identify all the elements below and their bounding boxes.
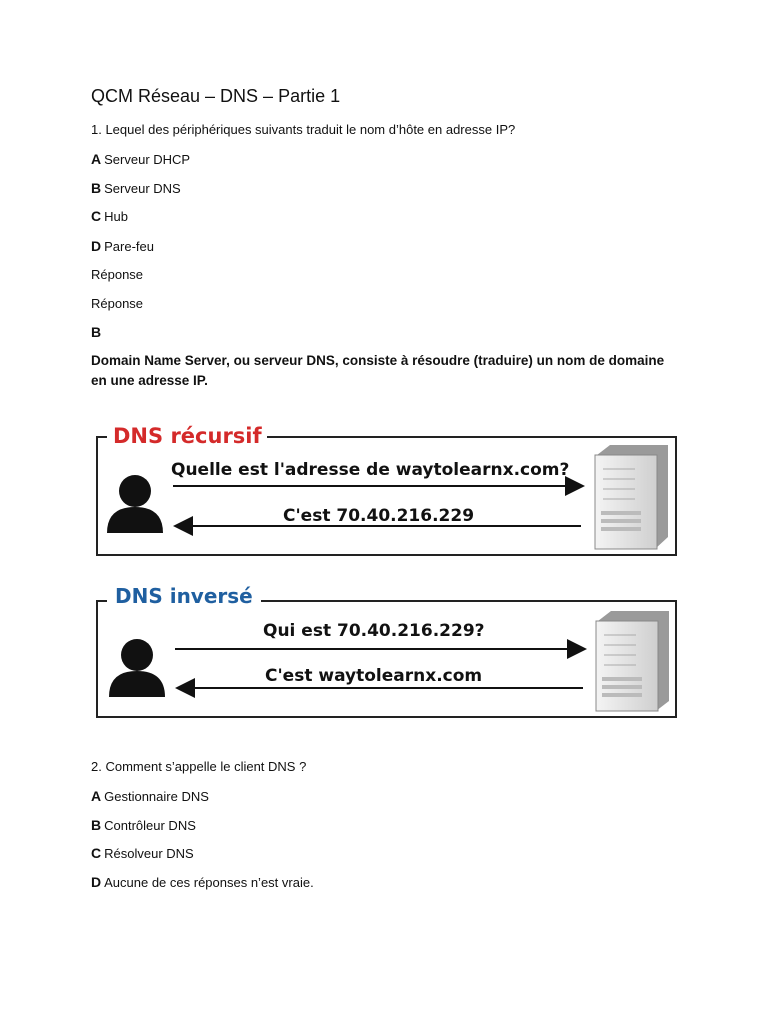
server-icon <box>596 611 669 711</box>
q1-option-d <box>91 238 154 254</box>
query-text: Quelle est l'adresse de waytolearnx.com? <box>171 460 570 480</box>
option-text: Serveur DHCP <box>104 152 191 167</box>
dns-recursive-diagram <box>95 415 679 560</box>
q2-option-a <box>91 788 209 804</box>
option-text: Aucune de ces réponses n’est vraie. <box>104 875 314 890</box>
reply-text: C'est 70.40.216.229 <box>283 506 475 526</box>
option-text: Serveur DNS <box>104 181 181 196</box>
diagram-title: DNS récursif <box>113 424 262 448</box>
q2-option-d <box>91 874 314 890</box>
reponse-label: Réponse <box>91 267 144 282</box>
q1-option-a <box>91 151 190 167</box>
answer-letter: B <box>91 324 102 340</box>
query-text: Qui est 70.40.216.229? <box>263 621 485 641</box>
option-letter: A <box>91 151 102 167</box>
reply-text: C'est waytolearnx.com <box>265 666 483 686</box>
q2-option-c <box>91 845 194 861</box>
user-icon <box>109 639 165 697</box>
option-text: Pare-feu <box>104 239 154 254</box>
dns-reverse-diagram <box>95 577 679 722</box>
option-letter: C <box>91 208 102 224</box>
reponse-label: Réponse <box>91 296 144 311</box>
option-text: Gestionnaire DNS <box>104 789 209 804</box>
question-1: 1. Lequel des périphériques suivants traduit le nom d’hôte en adresse IP? <box>91 122 516 137</box>
option-text: Contrôleur DNS <box>104 818 196 833</box>
server-icon <box>595 445 668 549</box>
question-2: 2. Comment s’appelle le client DNS ? <box>91 759 307 774</box>
q1-option-b <box>91 180 181 196</box>
q2-option-b <box>91 817 196 833</box>
option-letter: D <box>91 238 102 254</box>
option-letter: C <box>91 845 102 861</box>
answer-explanation: Domain Name Server, ou serveur DNS, consiste à résoudre (traduire) un nom de domaine en une adresse IP. <box>91 353 665 388</box>
option-letter: A <box>91 788 102 804</box>
option-letter: B <box>91 817 102 833</box>
q1-option-c <box>91 208 128 224</box>
option-text: Hub <box>104 209 128 224</box>
option-letter: B <box>91 180 102 196</box>
user-icon <box>107 475 163 533</box>
option-letter: D <box>91 874 102 890</box>
page-title: QCM Réseau – DNS – Partie 1 <box>91 86 341 106</box>
option-text: Résolveur DNS <box>104 846 194 861</box>
diagram-title: DNS inversé <box>115 584 253 608</box>
